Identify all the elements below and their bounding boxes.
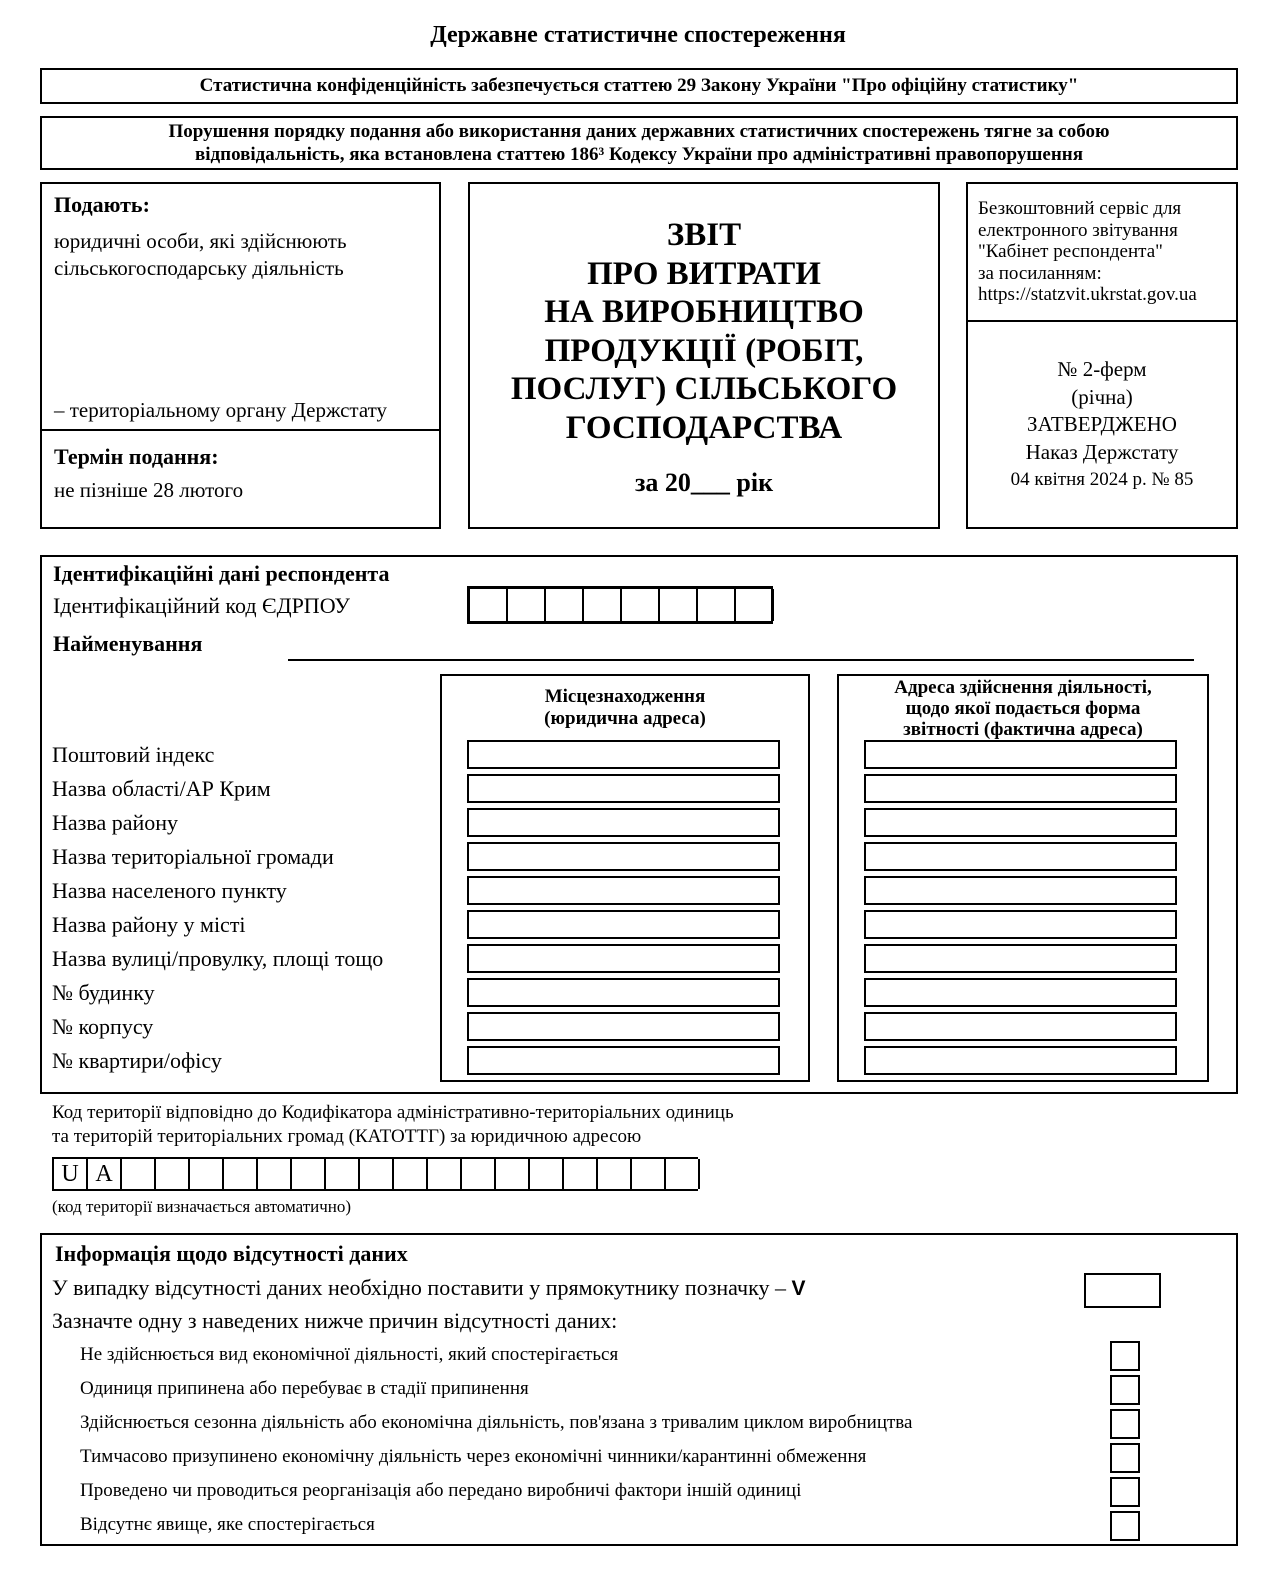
report-title-line-3: НА ВИРОБНИЦТВО xyxy=(544,294,864,330)
submitters-description xyxy=(54,228,347,282)
report-title-line-5: ПОСЛУГ) СІЛЬСЬКОГО xyxy=(510,371,898,407)
katottg-digit[interactable] xyxy=(292,1159,326,1189)
katottg-note: (код території визначається автоматично) xyxy=(52,1197,352,1216)
service-line-1: Безкоштовний сервіс для xyxy=(978,198,1182,219)
katottg-line-1: Код території відповідно до Кодифікатора адміністративно-територіальних одиниць xyxy=(52,1102,734,1123)
service-url-link[interactable]: https://statzvit.ukrstat.gov.ua xyxy=(978,284,1197,305)
field-label-district: Назва району xyxy=(52,810,179,835)
reason-checkbox[interactable] xyxy=(1110,1375,1140,1405)
liability-notice xyxy=(40,116,1238,170)
katottg-description xyxy=(52,1101,734,1149)
reason-label: Відсутнє явище, яке спостерігається xyxy=(80,1514,375,1535)
reason-label: Тимчасово призупинено економічну діяльність через економічні чинники/карантинні обмеження xyxy=(80,1446,867,1467)
submitters-box xyxy=(40,182,441,529)
katottg-digit[interactable] xyxy=(224,1159,258,1189)
service-line-3: "Кабінет респондента" xyxy=(978,241,1163,262)
actual-address-heading-line-2: щодо якої подається форма xyxy=(905,698,1141,719)
actual-block-input[interactable] xyxy=(864,1012,1177,1041)
report-title-line-1: ЗВІТ xyxy=(666,217,742,253)
legal-city-district-input[interactable] xyxy=(467,910,780,939)
edrpou-digit[interactable] xyxy=(470,589,508,621)
actual-region-input[interactable] xyxy=(864,774,1177,803)
submitters-line-1: юридичні особи, які здійснюють xyxy=(54,229,347,253)
reason-checkbox[interactable] xyxy=(1110,1409,1140,1439)
katottg-digit[interactable] xyxy=(190,1159,224,1189)
service-line-4: за посиланням: xyxy=(978,262,1102,284)
katottg-digit[interactable] xyxy=(156,1159,190,1189)
katottg-digit[interactable] xyxy=(462,1159,496,1189)
katottg-digit[interactable] xyxy=(496,1159,530,1189)
katottg-digit[interactable] xyxy=(258,1159,292,1189)
actual-address-heading xyxy=(839,677,1207,740)
divider xyxy=(42,429,439,431)
edrpou-label: Ідентифікаційний код ЄДРПОУ xyxy=(53,593,350,618)
reason-checkbox[interactable] xyxy=(1110,1443,1140,1473)
katottg-digit[interactable] xyxy=(564,1159,598,1189)
absence-instruction xyxy=(52,1275,806,1301)
actual-community-input[interactable] xyxy=(864,842,1177,871)
field-label-postal-code: Поштовий індекс xyxy=(52,742,215,767)
divider xyxy=(968,320,1236,322)
katottg-digit[interactable] xyxy=(122,1159,156,1189)
edrpou-digit[interactable] xyxy=(546,589,584,621)
deadline-text: не пізніше 28 лютого xyxy=(54,478,244,502)
deadline-heading: Термін подання: xyxy=(54,444,219,469)
form-number-info xyxy=(968,356,1236,494)
katottg-digit[interactable] xyxy=(326,1159,360,1189)
edrpou-digit[interactable] xyxy=(584,589,622,621)
edrpou-digit[interactable] xyxy=(698,589,736,621)
reason-label: Не здійснюється вид економічної діяльності, який спостерігається xyxy=(80,1344,619,1365)
field-label-street: Назва вулиці/провулку, площі тощо xyxy=(52,946,384,971)
edrpou-digit[interactable] xyxy=(508,589,546,621)
reason-checkbox[interactable] xyxy=(1110,1341,1140,1371)
legal-region-input[interactable] xyxy=(467,774,780,803)
absence-instruction-text: У випадку відсутності даних необхідно поставити у прямокутнику позначку – xyxy=(52,1275,786,1300)
absence-checkbox[interactable] xyxy=(1084,1273,1161,1308)
legal-address-heading-line-1: Місцезнаходження xyxy=(544,686,706,707)
reason-checkbox[interactable] xyxy=(1110,1477,1140,1507)
reason-label: Одиниця припинена або перебуває в стадії припинення xyxy=(80,1378,529,1399)
legal-street-input[interactable] xyxy=(467,944,780,973)
report-title xyxy=(470,216,938,447)
actual-address-heading-line-3: звітності (фактична адреса) xyxy=(903,719,1143,740)
actual-city-district-input[interactable] xyxy=(864,910,1177,939)
service-line-2: електронного звітування xyxy=(978,219,1178,241)
respondent-heading: Ідентифікаційні дані респондента xyxy=(53,561,390,586)
reason-label: Проведено чи проводиться реорганізація або передано виробничі фактори іншій одиниці xyxy=(80,1480,802,1501)
edrpou-digit[interactable] xyxy=(736,589,774,621)
actual-street-input[interactable] xyxy=(864,944,1177,973)
legal-postal-code-input[interactable] xyxy=(467,740,780,769)
legal-block-input[interactable] xyxy=(467,1012,780,1041)
form-order: Наказ Держстату xyxy=(1025,439,1179,464)
report-title-line-4: ПРОДУКЦІЇ (РОБІТ, xyxy=(544,332,864,369)
field-label-building: № будинку xyxy=(52,980,155,1005)
report-title-line-2: ПРО ВИТРАТИ xyxy=(587,255,821,292)
name-label: Найменування xyxy=(53,631,203,656)
katottg-digit[interactable] xyxy=(530,1159,564,1189)
actual-settlement-input[interactable] xyxy=(864,876,1177,905)
katottg-digit[interactable] xyxy=(360,1159,394,1189)
actual-district-input[interactable] xyxy=(864,808,1177,837)
katottg-line-2: та територій територіальних громад (КАТОТТГ) за юридичною адресою xyxy=(52,1126,642,1147)
katottg-digit[interactable] xyxy=(394,1159,428,1189)
edrpou-digit[interactable] xyxy=(660,589,698,621)
legal-building-input[interactable] xyxy=(467,978,780,1007)
field-label-block: № корпусу xyxy=(52,1014,154,1039)
form-number: № 2-ферм xyxy=(1057,357,1147,381)
liability-line-2: відповідальність, яка встановлена статтею 186³ Кодексу України про адміністративні правопорушення xyxy=(195,144,1083,165)
form-approved: ЗАТВЕРДЖЕНО xyxy=(1027,412,1177,436)
check-mark-sample: V xyxy=(791,1277,806,1300)
legal-address-heading-line-2: (юридична адреса) xyxy=(544,708,706,729)
edrpou-input[interactable] xyxy=(467,586,773,624)
actual-address-heading-line-1: Адреса здійснення діяльності, xyxy=(894,677,1152,698)
absence-heading: Інформація щодо відсутності даних xyxy=(55,1241,408,1266)
legal-apartment-input[interactable] xyxy=(467,1046,780,1075)
confidentiality-text: Статистична конфіденційність забезпечується статтею 29 Закону України "Про офіційну статистику" xyxy=(199,75,1079,96)
reason-label: Здійснюється сезонна діяльність або економічна діяльність, пов'язана з тривалим циклом виробництва xyxy=(80,1412,913,1433)
katottg-input[interactable] xyxy=(52,1157,698,1191)
form-periodicity: (річна) xyxy=(1071,384,1133,409)
katottg-digit[interactable] xyxy=(598,1159,632,1189)
field-label-apartment: № квартири/офісу xyxy=(52,1048,222,1073)
legal-address-heading xyxy=(442,686,808,730)
form-info-box xyxy=(966,182,1238,529)
report-title-line-6: ГОСПОДАРСТВА xyxy=(565,409,843,446)
actual-building-input[interactable] xyxy=(864,978,1177,1007)
katottg-prefix-u: U xyxy=(54,1159,88,1189)
absence-choose-text: Зазначте одну з наведених нижче причин відсутності даних: xyxy=(52,1308,618,1333)
legal-district-input[interactable] xyxy=(467,808,780,837)
actual-apartment-input[interactable] xyxy=(864,1046,1177,1075)
submitters-recipient: – територіальному органу Держстату xyxy=(54,398,388,422)
liability-line-1: Порушення порядку подання або використання даних державних статистичних спостережень тягне за собою xyxy=(168,121,1110,142)
report-period: за 20___ рік xyxy=(634,468,774,497)
field-label-region: Назва області/АР Крим xyxy=(52,776,271,801)
field-label-settlement: Назва населеного пункту xyxy=(52,878,287,903)
reason-checkbox[interactable] xyxy=(1110,1511,1140,1541)
katottg-digit[interactable] xyxy=(428,1159,462,1189)
legal-community-input[interactable] xyxy=(467,842,780,871)
report-title-box xyxy=(468,182,940,529)
katottg-digit[interactable] xyxy=(632,1159,666,1189)
submitters-line-2: сільськогосподарську діяльність xyxy=(54,256,344,280)
katottg-prefix-a: A xyxy=(88,1159,122,1189)
form-order-date: 04 квітня 2024 р. № 85 xyxy=(1010,469,1194,490)
confidentiality-notice xyxy=(40,68,1238,104)
katottg-digit[interactable] xyxy=(666,1159,700,1189)
field-label-community: Назва територіальної громади xyxy=(52,844,334,869)
service-info xyxy=(978,198,1197,306)
page-title: Державне статистичне спостереження xyxy=(430,22,846,48)
field-label-city-district: Назва району у місті xyxy=(52,912,246,937)
edrpou-digit[interactable] xyxy=(622,589,660,621)
submitters-heading: Подають: xyxy=(54,192,150,217)
legal-settlement-input[interactable] xyxy=(467,876,780,905)
actual-postal-code-input[interactable] xyxy=(864,740,1177,769)
name-input-line[interactable] xyxy=(288,659,1194,661)
